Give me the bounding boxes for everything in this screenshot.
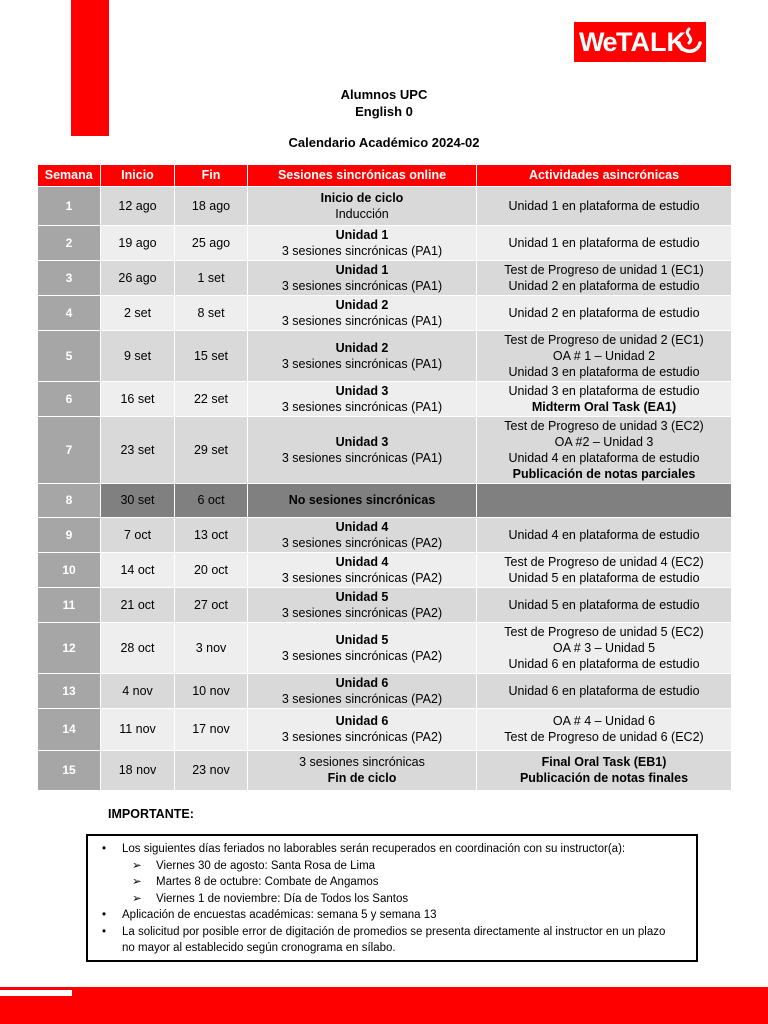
fin-cell: 8 set: [175, 295, 248, 330]
table-row: [38, 517, 732, 552]
table-row: [38, 750, 732, 790]
sesion-line: 3 sesiones sincrónicas (PA2): [281, 570, 443, 585]
actividad-line: Test de Progreso de unidad 5 (EC2): [504, 624, 704, 639]
list-item: [98, 891, 686, 908]
feriado-item: Viernes 1 de noviembre: Día de Todos los Santos: [156, 892, 409, 905]
column-header: Semana: [38, 165, 101, 186]
wetalk-logo: [574, 22, 706, 62]
actividad-line: Unidad 2 en plataforma de estudio: [508, 305, 700, 320]
column-header: Sesiones sincrónicas online: [248, 165, 477, 186]
sesiones-cell: [248, 295, 477, 330]
sesion-line: Fin de ciclo: [327, 771, 397, 785]
list-item: [98, 907, 686, 924]
logo-text: WeTALK: [579, 27, 686, 57]
page-title: Calendario Académico 2024-02: [288, 135, 480, 150]
actividad-line: Unidad 2 en plataforma de estudio: [508, 278, 700, 293]
actividad-line: Unidad 4 en plataforma de estudio: [508, 450, 700, 465]
actividad-line: Unidad 1 en plataforma de estudio: [508, 235, 700, 250]
fin-cell: 27 oct: [175, 587, 248, 622]
arrow-bullet-icon: ➢: [132, 859, 142, 872]
table-row: [38, 673, 732, 708]
sesiones-cell: [248, 186, 477, 225]
table-row: [38, 622, 732, 673]
actividad-line: Midterm Oral Task (EA1): [531, 399, 677, 414]
sesion-line: Unidad 4: [335, 519, 389, 534]
sesiones-cell: [248, 552, 477, 587]
inicio-cell: 23 set: [101, 416, 175, 483]
actividades-cell: [477, 673, 732, 708]
actividad-line: Unidad 3 en plataforma de estudio: [508, 383, 700, 398]
semana-cell: 12: [38, 622, 101, 673]
semana-cell: 9: [38, 517, 101, 552]
encuestas-note: Aplicación de encuestas académicas: semana 5 y semana 13: [122, 909, 437, 921]
fin-cell: 17 nov: [175, 708, 248, 750]
actividades-cell: [477, 622, 732, 673]
table-row: [38, 295, 732, 330]
inicio-cell: 7 oct: [101, 517, 175, 552]
actividad-line: OA #2 – Unidad 3: [554, 434, 654, 449]
sesion-line: Unidad 3: [335, 383, 389, 398]
inicio-cell: 16 set: [101, 381, 175, 416]
sesiones-cell: [248, 330, 477, 381]
table-row: [38, 552, 732, 587]
inicio-cell: 28 oct: [101, 622, 175, 673]
importante-heading: IMPORTANTE:: [108, 807, 194, 821]
sesion-line: 3 sesiones sincrónicas (PA1): [281, 356, 443, 371]
sesiones-cell: [248, 750, 477, 790]
semana-cell: 4: [38, 295, 101, 330]
list-item: [98, 841, 686, 858]
bullet-icon: •: [102, 909, 107, 921]
list-item: [98, 858, 686, 875]
arrow-bullet-icon: ➢: [132, 876, 142, 888]
semana-cell: 13: [38, 673, 101, 708]
actividades-cell: [477, 330, 732, 381]
sesion-line: Unidad 2: [335, 297, 389, 312]
inicio-cell: 9 set: [101, 330, 175, 381]
inicio-cell: 18 nov: [101, 750, 175, 790]
fin-cell: 6 oct: [175, 483, 248, 517]
solicitud-note-cont: no mayor al establecido según cronograma en sílabo.: [122, 942, 396, 954]
semana-cell: 14: [38, 708, 101, 750]
inicio-cell: 26 ago: [101, 260, 175, 295]
actividades-cell: [477, 552, 732, 587]
table-row: [38, 708, 732, 750]
semana-cell: 6: [38, 381, 101, 416]
arrow-bullet-icon: ➢: [132, 892, 142, 905]
sesion-line: Unidad 6: [335, 714, 389, 728]
actividad-line: OA # 3 – Unidad 5: [552, 640, 656, 655]
actividades-cell: [477, 295, 732, 330]
inicio-cell: 2 set: [101, 295, 175, 330]
list-item: [98, 924, 686, 941]
footer-white-stripe: [0, 990, 72, 996]
inicio-cell: 14 oct: [101, 552, 175, 587]
table-row: [38, 483, 732, 517]
sesiones-cell: [248, 622, 477, 673]
header-line-2: English 0: [355, 104, 413, 119]
actividad-line: OA # 1 – Unidad 2: [552, 348, 656, 363]
actividad-line: Unidad 1 en plataforma de estudio: [508, 198, 700, 213]
semana-cell: 2: [38, 225, 101, 260]
actividades-cell: [477, 186, 732, 225]
footer-red-bar: [0, 987, 768, 1024]
actividad-line: Final Oral Task (EB1): [541, 755, 667, 769]
semana-cell: 1: [38, 186, 101, 225]
list-item: [98, 940, 686, 957]
fin-cell: 1 set: [175, 260, 248, 295]
inicio-cell: 4 nov: [101, 673, 175, 708]
actividad-line: OA # 4 – Unidad 6: [552, 714, 656, 728]
actividad-line: Test de Progreso de unidad 1 (EC1): [504, 262, 704, 277]
semana-cell: 5: [38, 330, 101, 381]
sesiones-cell: [248, 708, 477, 750]
sesion-line: 3 sesiones sincrónicas (PA1): [281, 243, 443, 258]
sesion-line: 3 sesiones sincrónicas (PA1): [281, 278, 443, 293]
actividades-cell: [477, 587, 732, 622]
actividades-cell: [477, 416, 732, 483]
fin-cell: 20 oct: [175, 552, 248, 587]
actividades-cell: [477, 381, 732, 416]
sesion-line: Unidad 6: [335, 675, 389, 690]
actividad-line: Publicación de notas finales: [519, 771, 689, 785]
table-row: [38, 587, 732, 622]
actividad-line: Unidad 3 en plataforma de estudio: [508, 364, 700, 379]
fin-cell: 29 set: [175, 416, 248, 483]
inicio-cell: 21 oct: [101, 587, 175, 622]
actividad-line: Unidad 5 en plataforma de estudio: [508, 570, 700, 585]
table-row: [38, 416, 732, 483]
fin-cell: 23 nov: [175, 750, 248, 790]
actividades-cell: [477, 483, 732, 517]
sesion-line: Unidad 5: [335, 589, 389, 604]
sesion-line: 3 sesiones sincrónicas (PA2): [281, 648, 443, 663]
sesion-line: Inducción: [335, 206, 389, 221]
fin-cell: 22 set: [175, 381, 248, 416]
sesion-line: Unidad 2: [335, 340, 389, 355]
sesiones-cell: [248, 483, 477, 517]
header-line-1: Alumnos UPC: [340, 87, 428, 102]
actividades-cell: [477, 517, 732, 552]
table-row: [38, 260, 732, 295]
actividad-line: Unidad 5 en plataforma de estudio: [508, 597, 700, 612]
actividad-line: Test de Progreso de unidad 2 (EC1): [504, 332, 704, 347]
actividad-line: Test de Progreso de unidad 6 (EC2): [504, 730, 704, 744]
sesion-line: Unidad 5: [335, 632, 389, 647]
sesion-line: Inicio de ciclo: [320, 190, 404, 205]
table-header-row: [38, 165, 732, 186]
semana-cell: 7: [38, 416, 101, 483]
sesion-line: 3 sesiones sincrónicas (PA2): [281, 691, 443, 706]
bullet-icon: •: [102, 843, 107, 855]
sesion-line: 3 sesiones sincrónicas (PA2): [281, 605, 443, 620]
actividades-cell: [477, 708, 732, 750]
sesion-line: 3 sesiones sincrónicas (PA1): [281, 399, 443, 414]
semana-cell: 10: [38, 552, 101, 587]
sesion-line: 3 sesiones sincrónicas (PA2): [281, 730, 443, 744]
actividad-line: Test de Progreso de unidad 4 (EC2): [504, 554, 704, 569]
solicitud-note: La solicitud por posible error de digitación de promedios se presenta directamente al instructor en un plazo: [122, 925, 666, 938]
actividades-cell: [477, 260, 732, 295]
sesiones-cell: [248, 587, 477, 622]
column-header: Fin: [175, 165, 248, 186]
sesiones-cell: [248, 381, 477, 416]
feriado-item: Martes 8 de octubre: Combate de Angamos: [156, 876, 379, 888]
sesion-line: No sesiones sincrónicas: [288, 493, 436, 507]
semana-cell: 8: [38, 483, 101, 517]
inicio-cell: 30 set: [101, 483, 175, 517]
actividad-line: Unidad 4 en plataforma de estudio: [508, 527, 700, 542]
sesiones-cell: [248, 517, 477, 552]
table-row: [38, 225, 732, 260]
fin-cell: 13 oct: [175, 517, 248, 552]
table-row: [38, 330, 732, 381]
fin-cell: 18 ago: [175, 186, 248, 225]
sesion-line: Unidad 4: [335, 554, 389, 569]
logo-flame-icon: [675, 27, 703, 57]
sesion-line: Unidad 1: [335, 262, 389, 277]
sesion-line: 3 sesiones sincrónicas (PA2): [281, 535, 443, 550]
semana-cell: 11: [38, 587, 101, 622]
notice-box: [86, 834, 698, 962]
column-header: Inicio: [101, 165, 175, 186]
sesion-line: Unidad 1: [335, 227, 389, 242]
inicio-cell: 11 nov: [101, 708, 175, 750]
semana-cell: 15: [38, 750, 101, 790]
actividad-line: Publicación de notas parciales: [512, 466, 696, 481]
sesiones-cell: [248, 225, 477, 260]
fin-cell: 3 nov: [175, 622, 248, 673]
fin-cell: 15 set: [175, 330, 248, 381]
inicio-cell: 12 ago: [101, 186, 175, 225]
sesion-line: 3 sesiones sincrónicas (PA1): [281, 450, 443, 465]
list-item: [98, 874, 686, 891]
sesion-line: 3 sesiones sincrónicas (PA1): [281, 313, 443, 328]
semana-cell: 3: [38, 260, 101, 295]
actividades-cell: [477, 750, 732, 790]
sesion-line: 3 sesiones sincrónicas: [299, 755, 425, 769]
table-row: [38, 186, 732, 225]
inicio-cell: 19 ago: [101, 225, 175, 260]
sesiones-cell: [248, 416, 477, 483]
actividad-line: Test de Progreso de unidad 3 (EC2): [504, 418, 704, 433]
feriados-intro: Los siguientes días feriados no laborables serán recuperados en coordinación con su instructor(a):: [122, 843, 626, 855]
actividad-line: Unidad 6 en plataforma de estudio: [508, 683, 700, 698]
fin-cell: 25 ago: [175, 225, 248, 260]
feriado-item: Viernes 30 de agosto: Santa Rosa de Lima: [156, 859, 376, 872]
sesion-line: Unidad 3: [335, 434, 389, 449]
fin-cell: 10 nov: [175, 673, 248, 708]
calendar-table: [37, 165, 732, 791]
table-row: [38, 381, 732, 416]
sesiones-cell: [248, 260, 477, 295]
bullet-icon: •: [102, 925, 107, 938]
actividades-cell: [477, 225, 732, 260]
column-header: Actividades asincrónicas: [477, 165, 732, 186]
sesiones-cell: [248, 673, 477, 708]
actividad-line: Unidad 6 en plataforma de estudio: [508, 656, 700, 671]
